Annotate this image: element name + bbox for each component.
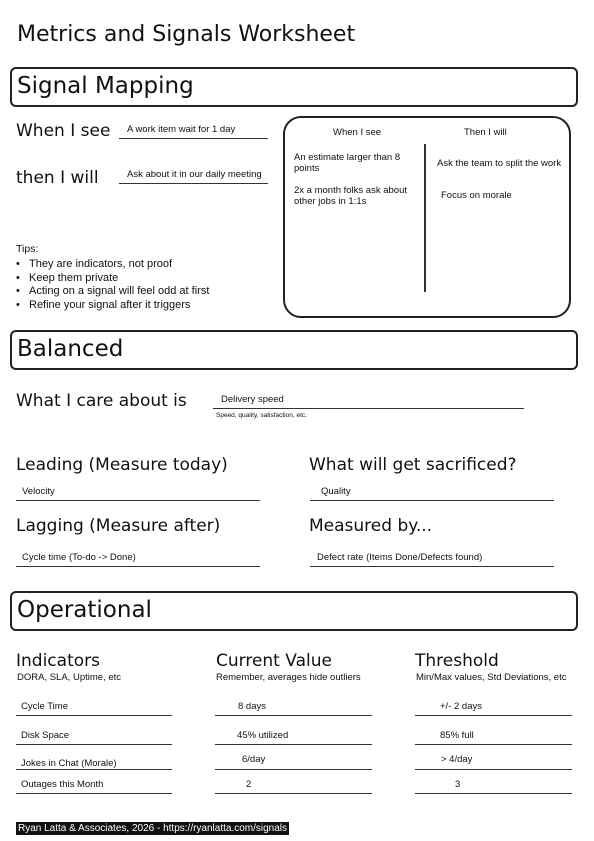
current-value-header: Current Value (216, 651, 332, 671)
indicator-field[interactable] (16, 700, 172, 716)
list-item: • Refine your signal after it triggers (16, 299, 209, 313)
when-field[interactable] (119, 124, 268, 139)
table-cell: Focus on morale (441, 190, 512, 201)
table-header-then: Then I will (464, 127, 507, 138)
section-title: Signal Mapping (17, 73, 194, 99)
leading-label: Leading (Measure today) (16, 455, 228, 475)
indicator-value: Cycle Time (21, 701, 68, 712)
when-label: When I see (16, 121, 111, 141)
then-value: Ask about it in our daily meeting (127, 169, 262, 180)
measured-label: Measured by... (309, 516, 433, 536)
current-field[interactable] (215, 729, 372, 745)
then-label: then I will (16, 168, 99, 188)
indicator-value: Outages this Month (21, 779, 104, 790)
sacrificed-value: Quality (321, 486, 351, 497)
threshold-field[interactable] (415, 778, 572, 794)
lagging-label: Lagging (Measure after) (16, 516, 221, 536)
threshold-header: Threshold (415, 651, 499, 671)
section-header-balanced (10, 330, 578, 370)
threshold-value: > 4/day (441, 754, 473, 765)
lagging-field[interactable] (16, 550, 260, 567)
indicators-header: Indicators (16, 651, 100, 671)
section-title: Operational (17, 597, 152, 623)
current-field[interactable] (215, 778, 372, 794)
threshold-value: 3 (455, 779, 461, 790)
lagging-value: Cycle time (To-do -> Done) (22, 552, 136, 563)
threshold-field[interactable] (415, 729, 572, 745)
threshold-value: +/- 2 days (440, 701, 482, 712)
list-item: • Acting on a signal will feel odd at first (16, 285, 209, 299)
tips-title: Tips: (16, 243, 39, 255)
section-header-operational (10, 591, 578, 631)
care-label: What I care about is (16, 391, 187, 411)
sacrificed-label: What will get sacrificed? (309, 455, 517, 475)
current-field[interactable] (215, 700, 372, 716)
table-cell: 2x a month folks ask about other jobs in 1:1s (294, 185, 408, 207)
indicator-field[interactable] (16, 778, 172, 794)
footer-credit: Ryan Latta & Associates, 2026 - https://ryanlatta.com/signals (18, 823, 288, 834)
current-value: 2 (246, 779, 252, 790)
then-field[interactable] (119, 167, 268, 184)
table-cell: Ask the team to split the work (437, 158, 562, 169)
page-title: Metrics and Signals Worksheet (17, 22, 356, 47)
measured-value: Defect rate (Items Done/Defects found) (317, 552, 483, 563)
indicator-value: Disk Space (21, 730, 70, 741)
leading-value: Velocity (22, 486, 55, 497)
care-hint: Speed, quality, satisfaction, etc. (216, 412, 307, 419)
current-field[interactable] (215, 754, 372, 770)
table-divider (424, 144, 426, 292)
when-value: A work item wait for 1 day (127, 124, 236, 135)
list-item: • Keep them private (16, 272, 209, 286)
measured-field[interactable] (310, 550, 554, 567)
threshold-subtitle: Min/Max values, Std Deviations, etc (416, 672, 567, 683)
section-title: Balanced (17, 336, 124, 362)
indicator-value: Jokes in Chat (Morale) (21, 758, 117, 769)
care-field[interactable] (213, 393, 524, 409)
current-value: 6/day (242, 754, 266, 765)
current-value-subtitle: Remember, averages hide outliers (216, 672, 361, 683)
section-header-signal-mapping (10, 67, 578, 107)
current-value: 8 days (238, 701, 266, 712)
indicator-field[interactable] (16, 729, 172, 745)
sacrificed-field[interactable] (310, 484, 554, 501)
indicator-field[interactable] (16, 754, 172, 770)
tips-list (16, 258, 209, 313)
threshold-field[interactable] (415, 700, 572, 716)
leading-field[interactable] (16, 484, 260, 501)
indicators-subtitle: DORA, SLA, Uptime, etc (17, 672, 122, 683)
table-header-when: When I see (333, 127, 382, 138)
threshold-value: 85% full (440, 730, 474, 741)
list-item: • They are indicators, not proof (16, 258, 209, 272)
threshold-field[interactable] (415, 754, 572, 770)
current-value: 45% utilized (237, 730, 289, 741)
signal-table (283, 116, 571, 318)
care-value: Delivery speed (221, 394, 284, 405)
table-cell: An estimate larger than 8 points (294, 152, 401, 174)
